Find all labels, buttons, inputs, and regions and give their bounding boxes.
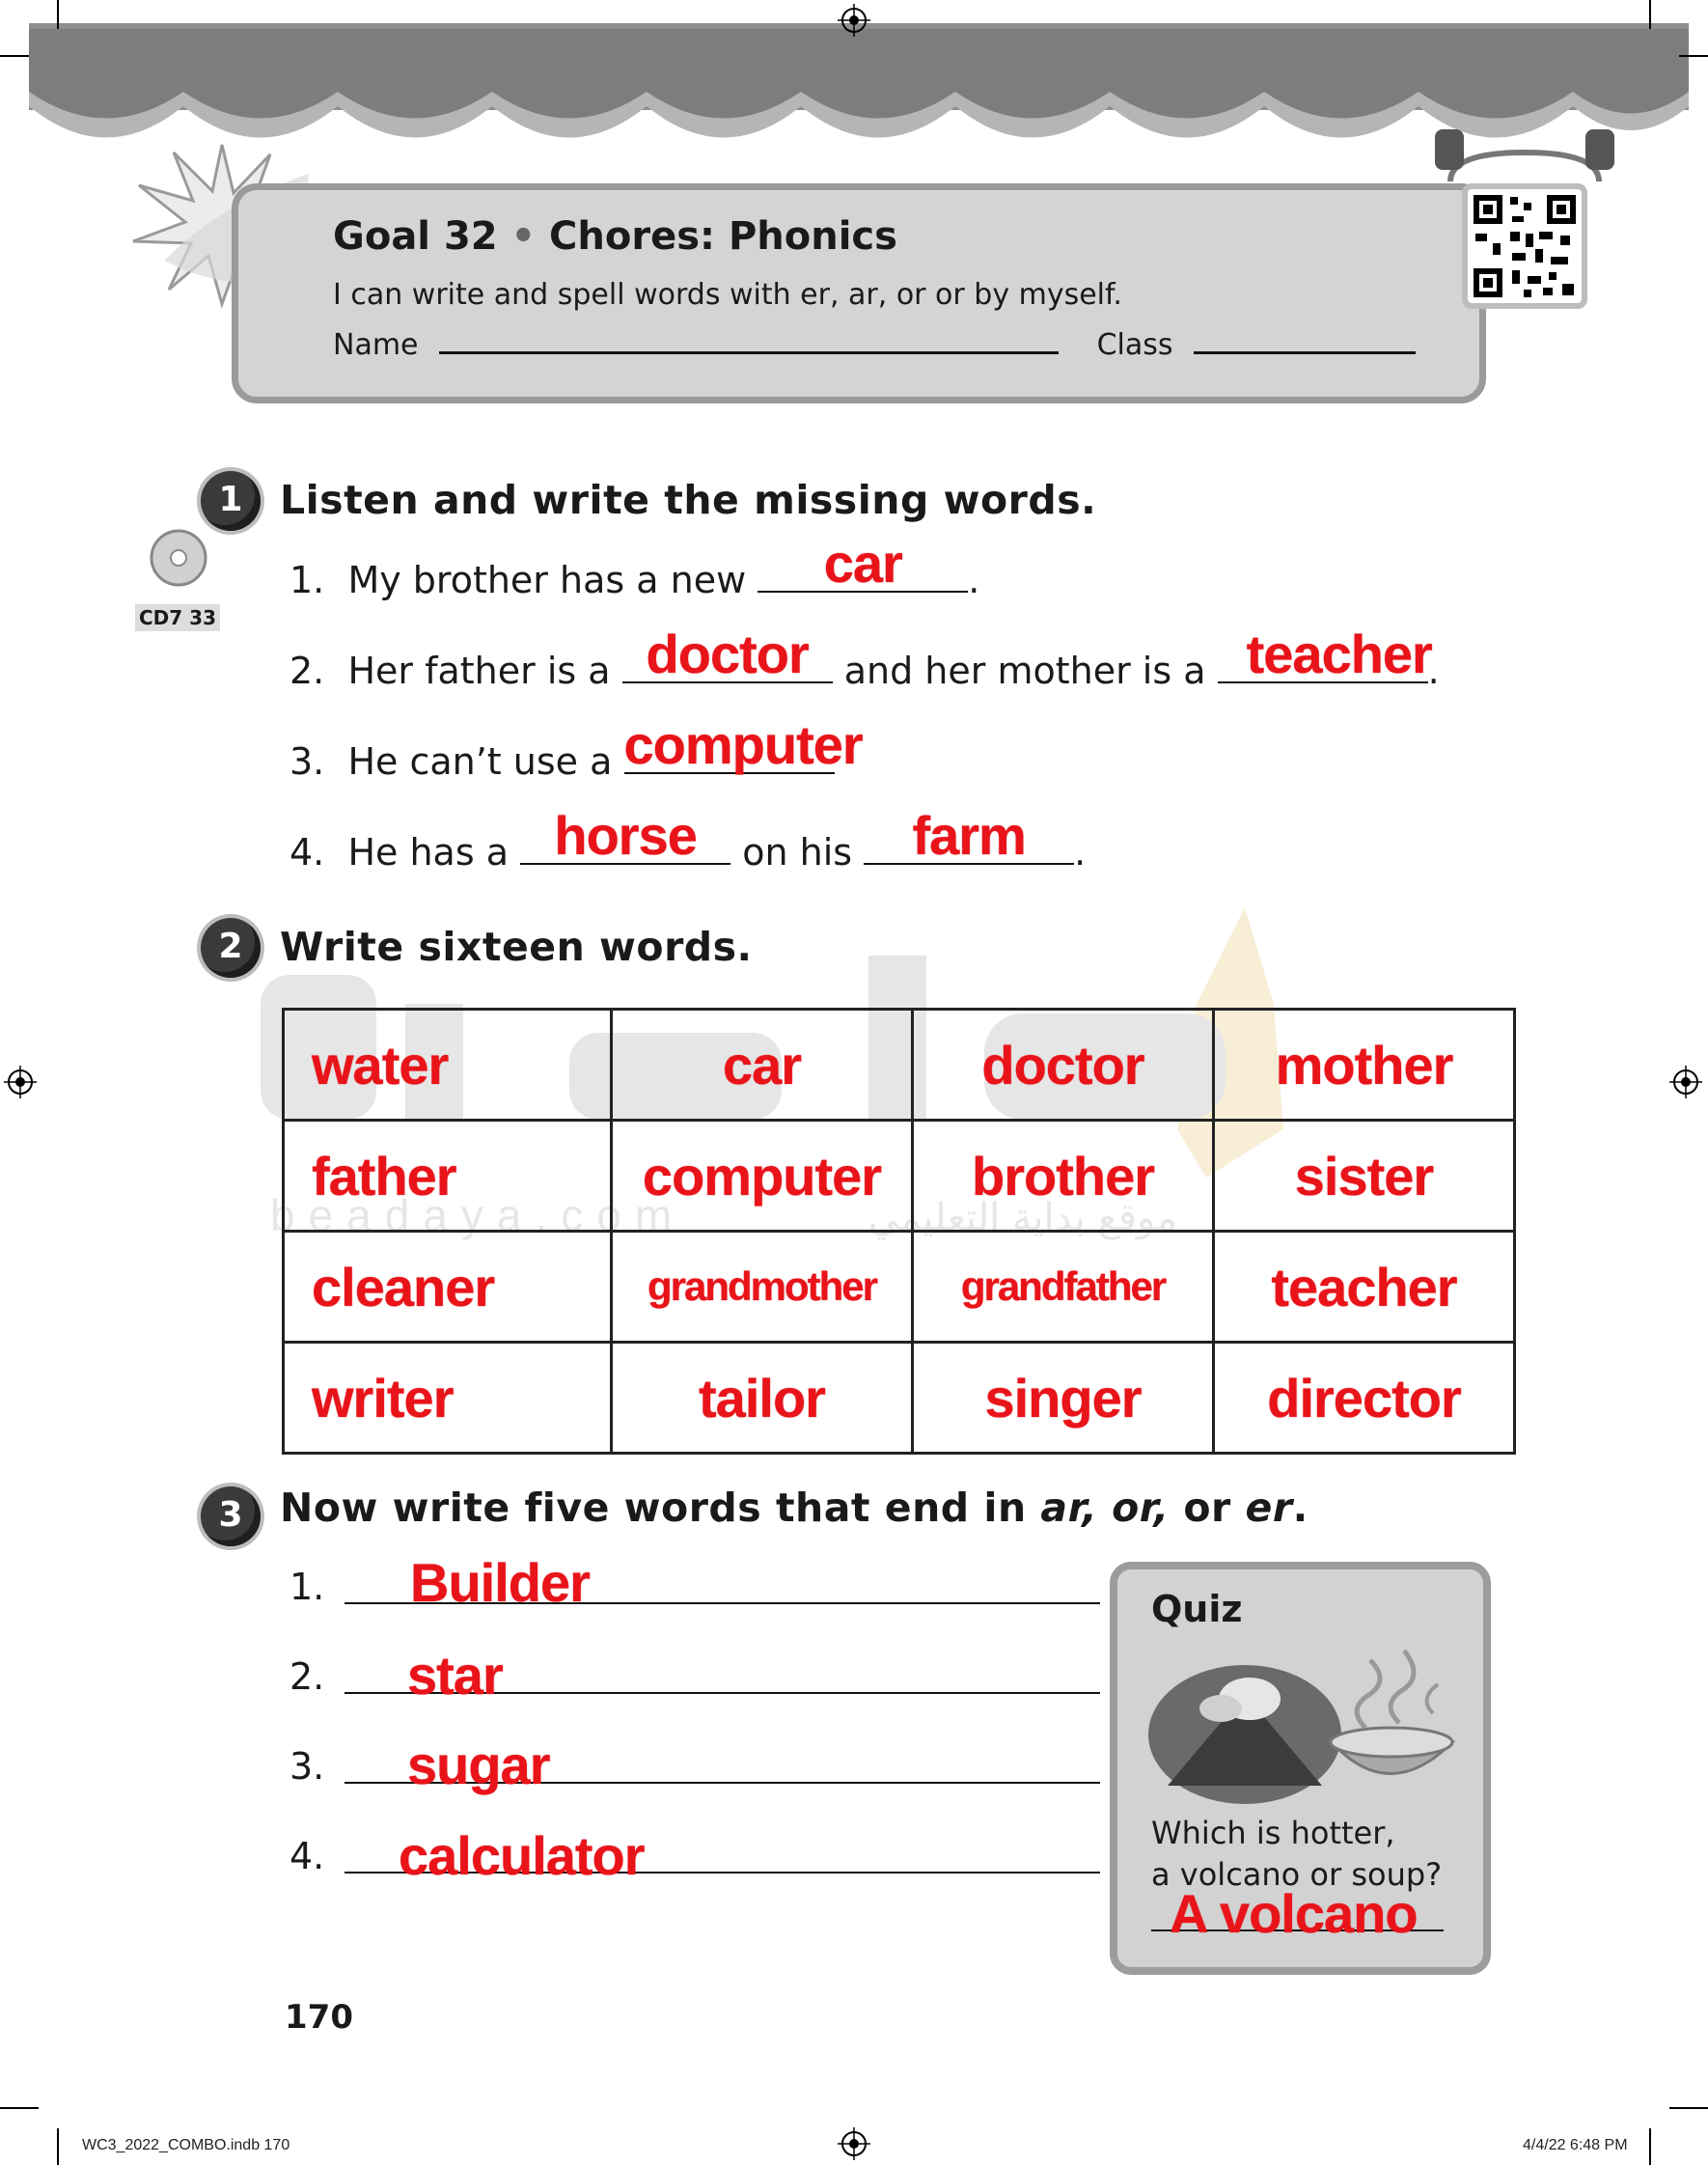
s1-answer-blank[interactable] xyxy=(758,533,968,594)
section-2-number: 2 xyxy=(201,918,261,978)
s3-item-num: 4. xyxy=(289,1835,325,1877)
handwritten-answer: horse xyxy=(554,805,697,866)
grid-cell[interactable] xyxy=(612,1232,913,1343)
grid-cell[interactable] xyxy=(913,1343,1214,1454)
s1-item-text: on his xyxy=(742,831,853,874)
section-3-number: 3 xyxy=(201,1486,261,1546)
s1-item-text: and her mother is a xyxy=(843,650,1206,692)
volcano-soup-icon xyxy=(1143,1626,1462,1805)
handwritten-word: doctor xyxy=(981,1034,1144,1096)
grid-cell[interactable] xyxy=(612,1343,913,1454)
grid-cell[interactable] xyxy=(284,1232,612,1343)
page-number: 170 xyxy=(285,1998,353,2037)
footer-file: WC3_2022_COMBO.indb 170 xyxy=(82,2137,290,2153)
s1-item-text: Her father is a xyxy=(347,650,611,692)
s1-item-4 xyxy=(289,805,1087,874)
grid-cell[interactable] xyxy=(284,1121,612,1232)
s1-answer-blank[interactable] xyxy=(1218,624,1432,684)
handwritten-word: tailor xyxy=(699,1367,825,1429)
period: . xyxy=(968,559,980,601)
watermark-arabic: موقع بداية التعليمي xyxy=(868,1196,1177,1240)
s1-answer-blank[interactable] xyxy=(623,714,863,775)
section-1-title: Listen and write the missing words. xyxy=(280,477,1097,523)
goal-objective: I can write and spell words with er, ar, or or by myself. xyxy=(333,278,1122,312)
quiz-question-line: a volcano or soup? xyxy=(1151,1856,1443,1893)
s1-item-text: He can’t use a xyxy=(347,740,613,783)
grid-cell[interactable] xyxy=(1214,1232,1515,1343)
handwritten-answer: star xyxy=(407,1645,503,1706)
handwritten-word: director xyxy=(1267,1367,1461,1429)
grid-cell[interactable] xyxy=(1214,1010,1515,1121)
grid-row xyxy=(284,1232,1515,1343)
section-3-title xyxy=(280,1485,1309,1531)
s1-item-1 xyxy=(289,533,980,601)
grid-cell[interactable] xyxy=(612,1010,913,1121)
grid-cell[interactable] xyxy=(913,1010,1214,1121)
name-field[interactable] xyxy=(439,326,1059,354)
class-field[interactable] xyxy=(1194,326,1416,354)
handwritten-word: mother xyxy=(1275,1034,1453,1096)
title-er: er xyxy=(1245,1485,1293,1531)
handwritten-answer: farm xyxy=(912,805,1026,866)
handwritten-word: father xyxy=(312,1145,456,1207)
s1-answer-blank[interactable] xyxy=(622,624,833,684)
handwritten-word: computer xyxy=(642,1145,882,1207)
handwritten-word: grandfather xyxy=(960,1263,1166,1309)
s1-item-num: 4. xyxy=(289,831,325,874)
s3-item-num: 2. xyxy=(289,1655,325,1698)
handwritten-word: sister xyxy=(1294,1145,1434,1207)
grid-cell[interactable] xyxy=(913,1232,1214,1343)
goal-number: Goal 32 xyxy=(333,214,498,259)
grid-cell[interactable] xyxy=(284,1343,612,1454)
grid-cell[interactable] xyxy=(1214,1343,1515,1454)
period: . xyxy=(1427,650,1440,692)
title-text: or xyxy=(1183,1485,1231,1531)
title-or: or, xyxy=(1112,1485,1170,1531)
handwritten-word: singer xyxy=(984,1367,1142,1429)
section-2-title: Write sixteen words. xyxy=(280,924,753,970)
grid-row xyxy=(284,1121,1515,1232)
handwritten-word: teacher xyxy=(1271,1256,1457,1318)
quiz-handwritten-answer: A volcano xyxy=(1170,1883,1418,1944)
s1-item-text: He has a xyxy=(347,831,510,874)
quiz-question-line: Which is hotter, xyxy=(1151,1815,1395,1851)
grid-cell[interactable] xyxy=(1214,1121,1515,1232)
grid-row xyxy=(284,1343,1515,1454)
cd-icon xyxy=(135,529,212,597)
s3-item-num: 3. xyxy=(289,1745,325,1788)
cd-track-label: CD7 33 xyxy=(135,604,220,631)
s1-item-num: 1. xyxy=(289,559,325,601)
quiz-title: Quiz xyxy=(1151,1588,1243,1630)
class-label: Class xyxy=(1096,328,1173,362)
registration-mark-icon xyxy=(838,4,870,37)
handwritten-word: car xyxy=(722,1034,802,1096)
s1-answer-blank[interactable] xyxy=(864,805,1074,866)
handwritten-word: water xyxy=(312,1034,449,1096)
grid-cell[interactable] xyxy=(913,1121,1214,1232)
title-ar: ar, xyxy=(1040,1485,1098,1531)
handwritten-answer: calculator xyxy=(399,1825,645,1886)
s1-item-2 xyxy=(289,624,1440,692)
s3-item-num: 1. xyxy=(289,1566,325,1608)
handwritten-word: grandmother xyxy=(647,1263,876,1309)
s1-item-text: My brother has a new xyxy=(347,559,747,601)
grid-cell[interactable] xyxy=(284,1010,612,1121)
goal-title xyxy=(333,214,897,259)
goal-topic: Chores: Phonics xyxy=(549,214,897,259)
headphones-icon xyxy=(1433,124,1616,191)
registration-mark-icon xyxy=(1669,1066,1702,1098)
name-class-row xyxy=(333,326,1416,362)
title-text: . xyxy=(1292,1485,1309,1531)
s1-item-num: 2. xyxy=(289,650,325,692)
s1-item-3 xyxy=(289,714,863,783)
grid-row xyxy=(284,1010,1515,1121)
registration-mark-icon xyxy=(4,1066,37,1098)
crop-marks xyxy=(0,2104,1708,2165)
period: . xyxy=(1074,831,1087,874)
handwritten-answer: Builder xyxy=(410,1552,590,1613)
handwritten-answer: computer xyxy=(623,714,863,775)
watermark-site: beadaya.com xyxy=(270,1190,686,1240)
section-1-number: 1 xyxy=(201,471,261,531)
title-text: Now write five words that end in xyxy=(280,1485,1027,1531)
bullet-separator: • xyxy=(510,214,550,259)
grid-cell[interactable] xyxy=(612,1121,913,1232)
handwritten-word: writer xyxy=(312,1367,454,1429)
handwritten-word: cleaner xyxy=(312,1256,495,1318)
s1-item-num: 3. xyxy=(289,740,325,783)
handwritten-answer: sugar xyxy=(407,1735,550,1795)
name-label: Name xyxy=(333,328,419,362)
s1-answer-blank[interactable] xyxy=(520,805,730,866)
handwritten-answer: car xyxy=(823,533,902,594)
qr-code-icon xyxy=(1462,183,1587,309)
word-grid xyxy=(282,1008,1516,1455)
handwritten-word: brother xyxy=(972,1145,1154,1207)
handwritten-answer: teacher xyxy=(1246,624,1432,684)
handwritten-answer: doctor xyxy=(646,624,809,684)
footer-date: 4/4/22 6:48 PM xyxy=(1523,2137,1628,2153)
